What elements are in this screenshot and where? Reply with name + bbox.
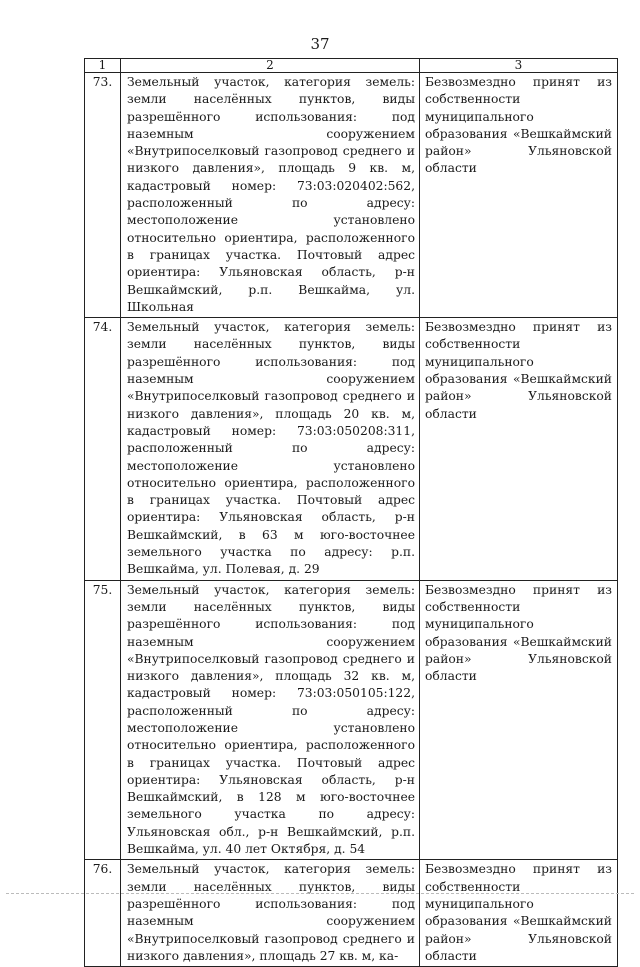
table-header-row bbox=[85, 59, 618, 73]
scan-edge-artifact bbox=[6, 893, 634, 896]
row-description: Земельный участок, категория земель: земли населённых пунктов, виды разрешённого использования: под наземным сооружением «Внутрипоселковый газопровод среднего и низкого давления», площадь 9 кв. м, кадастровый номер: 73:03:020402:562, расположенный по адресу: местоположение установлено относительно ориентира, расположенного в границах участка. Почтовый адрес ориентира: Ульяновская область, р-н Вешкаймский, р.п. Вешкайма, ул. Школьная bbox=[121, 73, 420, 318]
row-number: 74. bbox=[85, 318, 121, 580]
row-status: Безвозмездно принят из собственности муниципального образования «Вешкаймский район» Ульяновской области bbox=[420, 860, 618, 967]
row-number: 76. bbox=[85, 860, 121, 967]
row-number: 75. bbox=[85, 580, 121, 860]
table-row bbox=[85, 73, 618, 318]
table-row bbox=[85, 318, 618, 580]
row-number: 73. bbox=[85, 73, 121, 318]
header-col-3: 3 bbox=[420, 59, 618, 73]
table-row bbox=[85, 860, 618, 967]
page-number: 37 bbox=[310, 35, 330, 53]
table-row bbox=[85, 580, 618, 860]
row-description: Земельный участок, категория земель: земли населённых пунктов, виды разрешённого использования: под наземным сооружением «Внутрипоселковый газопровод среднего и низкого давления», площадь 32 кв. м, кадастровый номер: 73:03:050105:122, расположенный по адресу: местоположение установлено относительно ориентира, расположенного в границах участка. Почтовый адрес ориентира: Ульяновская область, р-н Вешкаймский, в 128 м юго-восточнее земельного участка по адресу: Ульяновская обл., р-н Вешкаймский, р.п. Вешкайма, ул. 40 лет Октября, д. 54 bbox=[121, 580, 420, 860]
row-status: Безвозмездно принят из собственности муниципального образования «Вешкаймский район» Ульяновской области bbox=[420, 580, 618, 860]
row-description: Земельный участок, категория земель: земли населённых пунктов, виды разрешённого использования: под наземным сооружением «Внутрипоселковый газопровод среднего и низкого давления», площадь 20 кв. м, кадастровый номер: 73:03:050208:311, расположенный по адресу: местоположение установлено относительно ориентира, расположенного в границах участка. Почтовый адрес ориентира: Ульяновская область, р-н Вешкаймский, в 63 м юго-восточнее земельного участка по адресу: р.п. Вешкайма, ул. Полевая, д. 29 bbox=[121, 318, 420, 580]
row-status: Безвозмездно принят из собственности муниципального образования «Вешкаймский район» Ульяновской области bbox=[420, 73, 618, 318]
header-col-1: 1 bbox=[85, 59, 121, 73]
header-col-2: 2 bbox=[121, 59, 420, 73]
row-status: Безвозмездно принят из собственности муниципального образования «Вешкаймский район» Ульяновской области bbox=[420, 318, 618, 580]
row-description: Земельный участок, категория земель: земли населённых пунктов, виды разрешённого использования: под наземным сооружением «Внутрипоселковый газопровод среднего и низкого давления», площадь 27 кв. м, ка- bbox=[121, 860, 420, 967]
property-table bbox=[84, 58, 618, 967]
